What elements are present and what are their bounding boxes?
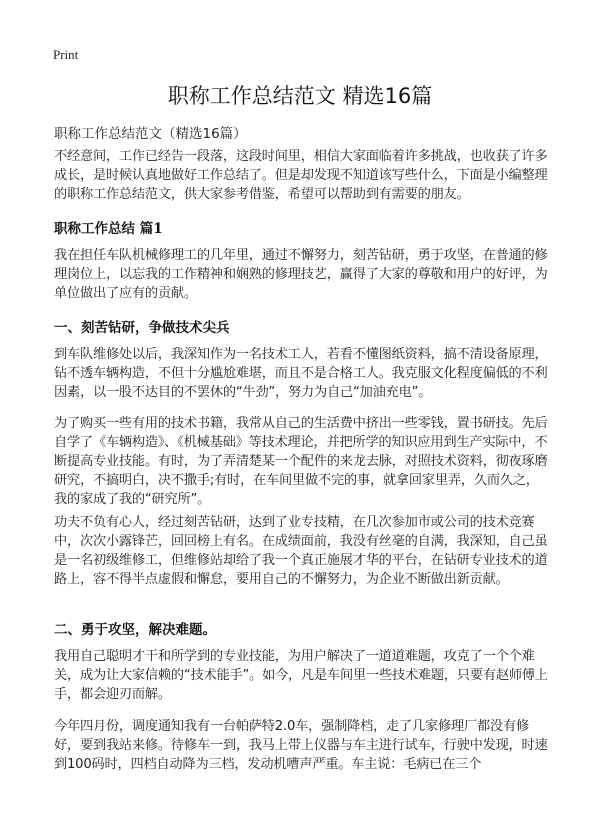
print-link[interactable]: Print: [53, 47, 79, 62]
paragraph: 为了购买一些有用的技术书籍，我常从自己的生活费中挤出一些零钱，置书研技。先后自学了《车辆构造》、《机械基础》等技术理论，并把所学的知识应用到生产实际中，不断提高专业技能。有时，为了弄清楚某一个配件的来龙去脉，对照技术资料，彻夜琢磨研究，不搞明白，决不撒手;有时，在车间里做不完的事，就拿回家里弄，久而久之，我的家成了我的“研究所”。: [54, 416, 548, 507]
subheading: 一、刻苦钻研，争做技术尖兵: [54, 320, 230, 336]
page-title: 职称工作总结范文 精选16篇: [167, 84, 433, 108]
subtitle: 职称工作总结范文（精选16篇）: [54, 126, 247, 142]
paragraph: 我在担任车队机械修理工的几年里，通过不懈努力，刻苦钻研，勇于攻坚，在普通的修理岗位上，以忘我的工作精神和娴熟的修理技艺，赢得了大家的尊敬和用户的好评，为单位做出了应有的贡献。: [54, 248, 548, 301]
intro-paragraph: 不经意间，工作已经告一段落，这段时间里，相信大家面临着许多挑战，也收获了许多成长，是时候认真地做好工作总结了。但是却发现不知道该写些什么，下面是小编整理的职称工作总结范文，供大家参考借鉴，希望可以帮助到有需要的朋友。: [54, 149, 548, 202]
subheading: 二、勇于攻坚，解决难题。: [54, 622, 216, 638]
paragraph: 今年四月份，调度通知我有一台帕萨特2.0车，强制降档，走了几家修理厂都没有修好，要到我站来修。待修车一到，我马上带上仪器与车主进行试车，行驶中发现，时速到100码时，四档自动降为三档，发动机嘈声严重。车主说：毛病已在三个: [54, 719, 548, 772]
section-heading: 职称工作总结 篇1: [54, 221, 163, 237]
paragraph: 我用自己聪明才干和所学到的专业技能，为用户解决了一道道难题，攻克了一个个难关，成为让大家信赖的“技术能手”。如今，凡是车间里一些技术难题，只要有赵师傅上手，都会迎刃而解。: [54, 649, 548, 702]
paragraph: 到车队维修处以后，我深知作为一名技术工人，若看不懂图纸资料，搞不清设备原理，钻不透车辆构造，不但十分尴尬难堪，而且不是合格工人。我克服文化程度偏低的不利因素，以一股不达目的不罢休的“牛劲”，努力为自己“加油充电”。: [54, 347, 548, 400]
paragraph: 功夫不负有心人，经过刻苦钻研，达到了业专技精，在几次参加市或公司的技术竞赛中，次次小露锋芒，回回榜上有名。在成绩面前，我没有丝毫的自满，我深知，自己虽是一名初级维修工，但维修站却给了我一个真正施展才华的平台，在钻研专业技术的道路上，容不得半点虚假和懈怠，要用自己的不懈努力，为企业不断做出新贡献。: [54, 515, 548, 587]
